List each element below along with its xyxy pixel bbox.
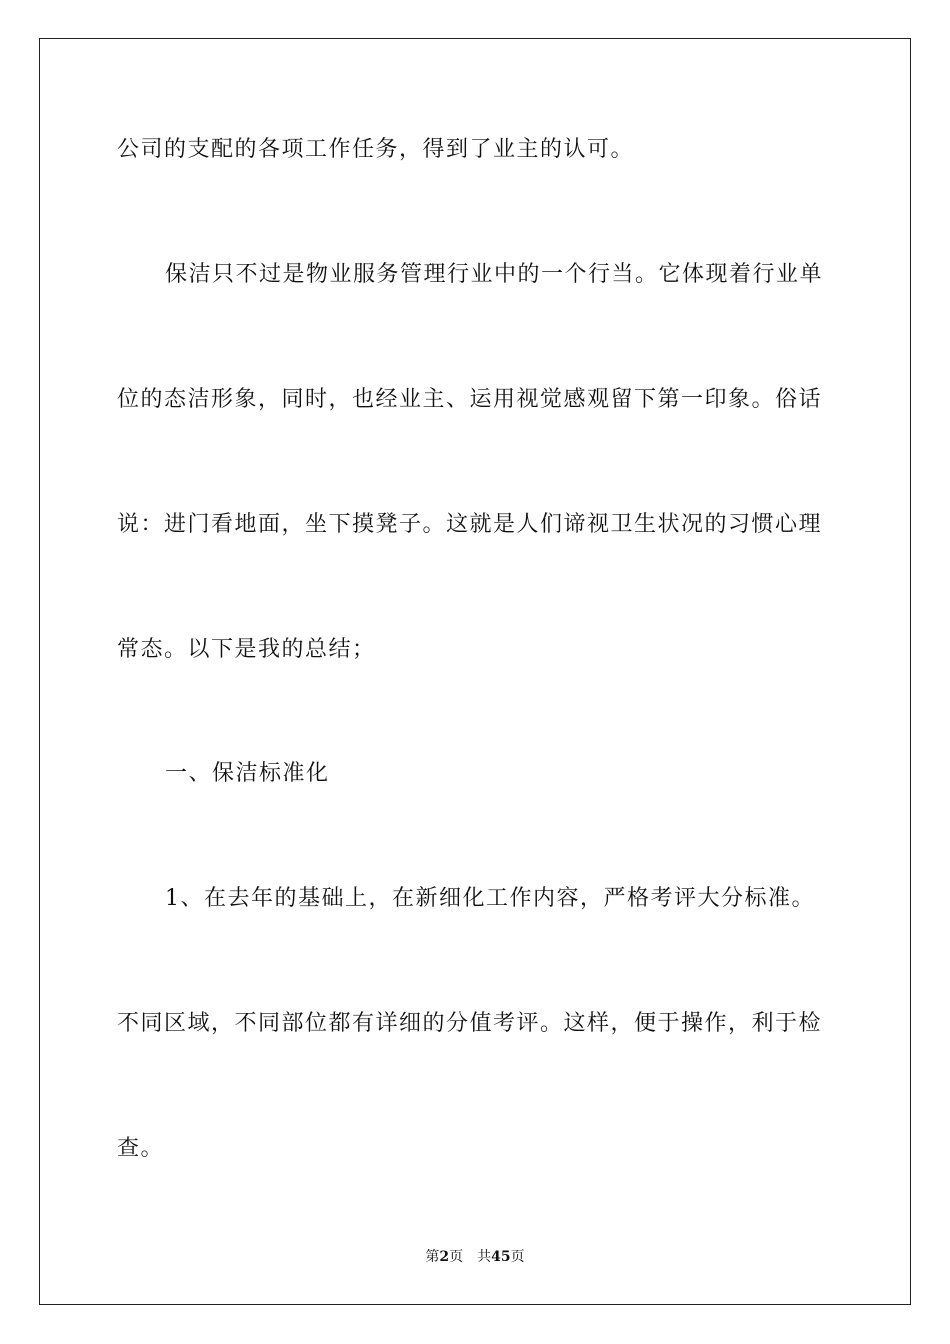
total-pages: 45 [491,1249,511,1265]
page-suffix: 页 [449,1249,464,1265]
section-heading: 一、保洁标准化 [165,761,330,786]
page-number: 2 [439,1249,450,1265]
paragraph-2-line-2: 位的态洁形象，同时，也经业主、运用视觉感观留下第一印象。俗话 [117,387,823,412]
total-suffix: 页 [510,1249,525,1265]
total-prefix: 共 [477,1249,492,1265]
paragraph-2-line-3: 说：进门看地面，坐下摸凳子。这就是人们谛视卫生状况的习惯心理 [117,512,823,537]
paragraph-2-line-4: 常态。以下是我的总结； [117,637,376,662]
page-footer [0,1248,950,1266]
text-line-1: 公司的支配的各项工作任务，得到了业主的认可。 [117,137,635,162]
paragraph-3-line-3: 查。 [117,1136,165,1161]
paragraph-2-line-1: 保洁只不过是物业服务管理行业中的一个行当。它体现着行业单 [165,262,824,287]
paragraph-3-line-2: 不同区域，不同部位都有详细的分值考评。这样，便于操作，利于检 [117,1011,823,1036]
page-border [39,38,911,1305]
page-prefix: 第 [425,1249,440,1265]
paragraph-3-line-1: 1、在去年的基础上，在新细化工作内容，严格考评大分标准。 [165,886,815,911]
